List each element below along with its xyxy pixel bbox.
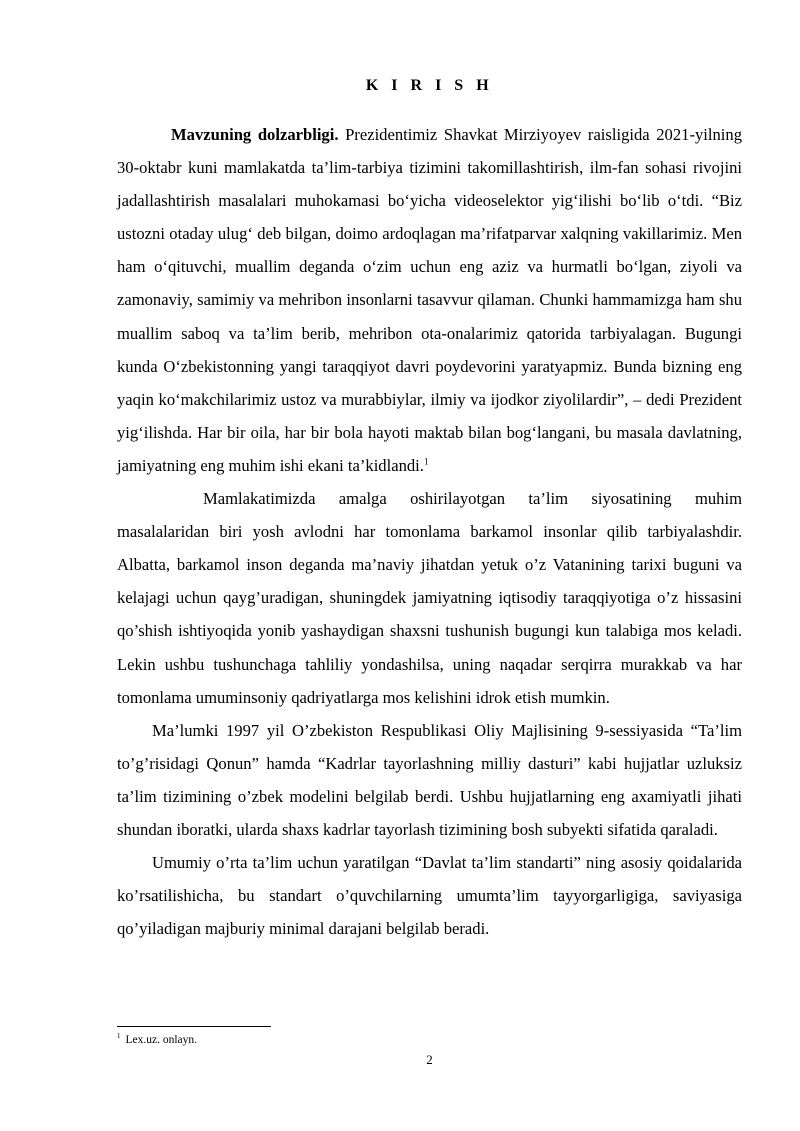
- paragraph-3: Ma’lumki 1997 yil O’zbekiston Respublikasi Oliy Majlisining 9-sessiyasida “Ta’lim to’g’risidagi Qonun” hamda “Kadrlar tayorlashning milliy dasturi” kabi hujjatlar uzluksiz ta’lim tizimining o’zbek modelini belgilab berdi. Ushbu hujjatlarning eng axamiyatli jihati shundan iboratki, ularda shaxs kadrlar tayorlash tizimining bosh subyekti sifatida qaraladi.: [117, 720, 742, 839]
- paragraph-2: Mamlakatimizda amalga oshirilayotgan ta’lim siyosatining muhim masalalaridan biri yosh avlodni har tomonlama barkamol insonlar qilib tarbiyalashdir. Albatta, barkamol inson deganda ma’naviy jihatdan yetuk o’z Vatanining tarixi buguni va kelajagi uchun qayg’uradigan, shuningdek jamiyatning iqtisodiy taraqqiyotiga o’z hissasini qo’shish ishtiyoqida yonib yashaydigan shaxsni tushunish bugungi kun talabiga mos keladi. Lekin ushbu tushunchaga tahliliy yondashilsa, uning naqadar serqirra murakkab va har tomonlama umuminsoniy qadriyatlarga mos kelishini idrok etish mumkin.: [117, 489, 742, 707]
- paragraph-4: Umumiy o’rta ta’lim uchun yaratilgan “Davlat ta’lim standarti” ning asosiy qoidalarida ko’rsatilishicha, bu standart o’quvchilarning umumta’lim tayyorgarligiga, saviyasiga qo’yiladigan majburiy minimal darajani belgilab beradi.: [117, 853, 742, 939]
- footnote: [117, 1033, 197, 1047]
- body-text: [117, 118, 742, 945]
- paragraph-relevance-text: Prezidentimiz Shavkat Mirziyoyev raisligida 2021-yilning 30-oktabr kuni mamlakatda ta’lim-tarbiya tizimini takomillashtirish, ilm-fan sohasi rivojini jadallashtirish masalalari muhokamasi bo‘yicha videoselektor yig‘ilishi bo‘lib o‘tdi. “Biz ustozni otaday ulug‘ deb bilgan, doimo ardoqlagan ma’rifatparvar xalqning vakillarimiz. Men ham o‘qituvchi, muallim deganda o‘zim uchun eng aziz va hurmatli bo‘lgan, ziyoli va zamonaviy, samimiy va mehribon insonlarni tasavvur qilaman. Chunki hammamizga ham shu muallim saboq va ta’lim berib, mehribon ota-onalarimiz qatorida tarbiyalagan. Bugungi kunda O‘zbekistonning yangi taraqqiyot davri poydevorini yaratyapmiz. Bunda bizning eng yaqin ko‘makchilarimiz ustoz va murabbiylar, ilmiy va ijodkor ziyolilardir”, – dedi Prezident yig‘ilishda. Har bir oila, har bir bola hayoti maktab bilan bog‘langani, bu masala davlatning, jamiyatning eng muhim ishi ekani ta’kidlandi.: [117, 125, 742, 475]
- paragraph-relevance: [117, 118, 742, 482]
- section-title: K I R I S H: [365, 77, 494, 94]
- footnote-text: Lex.uz. onlayn.: [125, 1034, 198, 1046]
- relevance-heading: Mavzuning dolzarbligi.: [171, 125, 339, 144]
- footnote-marker: 1: [117, 1032, 121, 1041]
- page-number: 2: [426, 1052, 433, 1067]
- footnote-reference[interactable]: 1: [423, 456, 429, 467]
- footnote-divider: [117, 1026, 271, 1027]
